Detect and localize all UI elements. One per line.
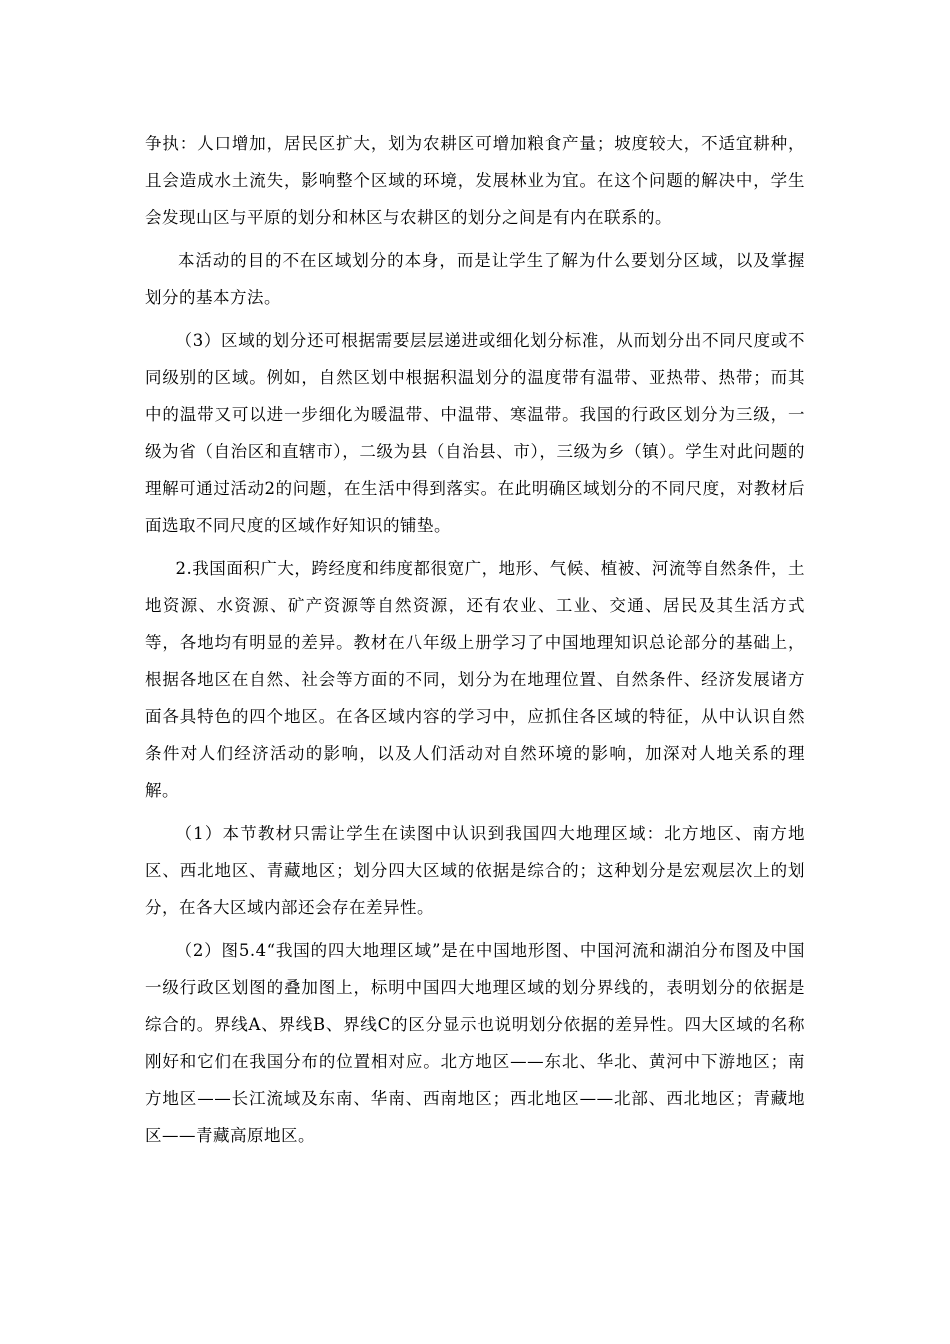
document-body [145,125,805,1160]
paragraph-subpoint-1: （1）本节教材只需让学生在读图中认识到我国四大地理区域：北方地区、南方地区、西北地区、青藏地区；划分四大区域的依据是综合的；这种划分是宏观层次上的划分，在各大区域内部还会存在差异性。 [145,824,805,917]
paragraph-section-2: 2.我国面积广大，跨经度和纬度都很宽广，地形、气候、植被、河流等自然条件，土地资源、水资源、矿产资源等自然资源，还有农业、工业、交通、居民及其生活方式等，各地均有明显的差异。教材在八年级上册学习了中国地理知识总论部分的基础上，根据各地区在自然、社会等方面的不同，划分为在地理位置、自然条件、经济发展诸方面各具特色的四个地区。在各区域内容的学习中，应抓住各区域的特征，从中认识自然条件对人们经济活动的影响，以及人们活动对自然环境的影响，加深对人地关系的理解。 [145,559,805,800]
paragraph-activity-purpose: 本活动的目的不在区域划分的本身，而是让学生了解为什么要划分区域，以及掌握划分的基本方法。 [145,251,805,307]
paragraph-point-3: （3）区域的划分还可根据需要层层递进或细化划分标准，从而划分出不同尺度或不同级别的区域。例如，自然区划中根据积温划分的温度带有温带、亚热带、热带；而其中的温带又可以进一步细化为暖温带、中温带、寒温带。我国的行政区划分为三级，一级为省（自治区和直辖市），二级为县（自治县、市），三级为乡（镇）。学生对此问题的理解可通过活动2的问题，在生活中得到落实。在此明确区域划分的不同尺度，对教材后面选取不同尺度的区域作好知识的铺垫。 [145,331,805,535]
paragraph-continuation: 争执：人口增加，居民区扩大，划为农耕区可增加粮食产量；坡度较大，不适宜耕种，且会造成水土流失，影响整个区域的环境，发展林业为宜。在这个问题的解决中，学生会发现山区与平原的划分和林区与农耕区的划分之间是有内在联系的。 [145,134,805,227]
paragraph-subpoint-2: （2）图5.4“我国的四大地理区域”是在中国地形图、中国河流和湖泊分布图及中国一级行政区划图的叠加图上，标明中国四大地理区域的划分界线的，表明划分的依据是综合的。界线A、界线B、界线C的区分显示也说明划分依据的差异性。四大区域的名称刚好和它们在我国分布的位置相对应。北方地区——东北、华北、黄河中下游地区；南方地区——长江流域及东南、华南、西南地区；西北地区——北部、西北地区；青藏地区——青藏高原地区。 [145,941,805,1145]
